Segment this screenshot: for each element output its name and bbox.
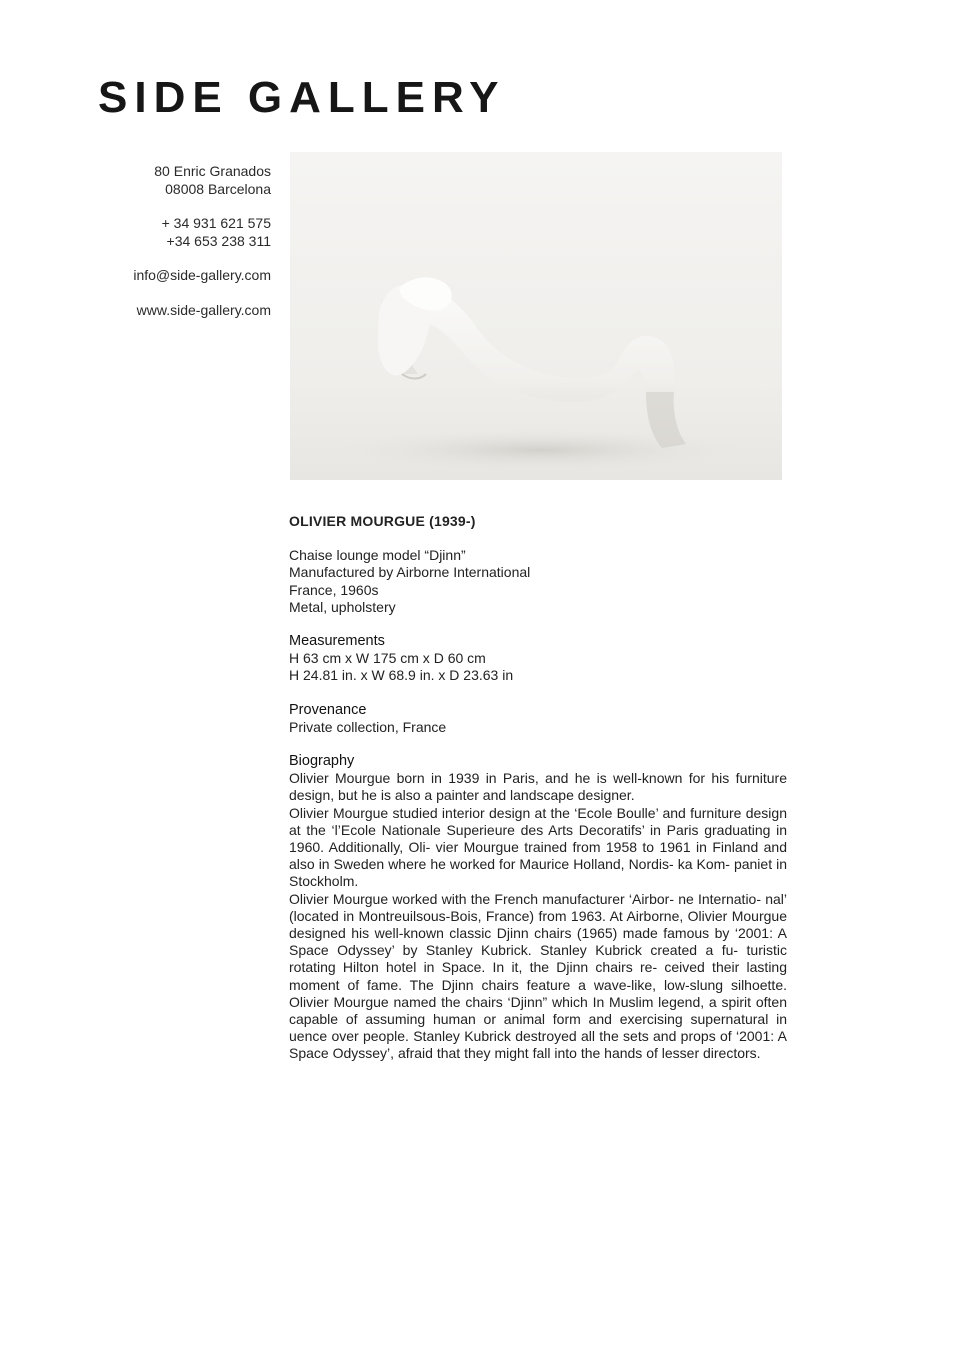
- contact-block: [80, 163, 271, 336]
- measurement-line: H 24.81 in. x W 68.9 in. x D 23.63 in: [289, 667, 514, 684]
- website-block: [80, 302, 271, 320]
- provenance-text: Private collection, France: [289, 718, 447, 735]
- phone-numbers: [80, 215, 271, 250]
- detail-line: Metal, upholstery: [289, 598, 396, 615]
- gallery-logo: SIDE GALLERY: [98, 73, 506, 122]
- biography-paragraph: Olivier Mourgue born in 1939 in Paris, and he is well-known for his furniture design, but he is also a painter and landscape designer.: [289, 770, 787, 804]
- website-link[interactable]: www.side-gallery.com: [136, 301, 271, 318]
- email-block: [80, 267, 271, 285]
- address: [80, 163, 271, 198]
- measurements-section: [289, 633, 787, 685]
- measurements-heading: Measurements: [289, 633, 385, 650]
- address-line: 80 Enric Granados: [154, 163, 271, 179]
- detail-line: France, 1960s: [289, 581, 379, 598]
- detail-line: Chaise lounge model “Djinn”: [289, 547, 466, 564]
- biography-paragraph: Olivier Mourgue worked with the French manufacturer ‘Airbor- ne Internatio- nal’ (located in Montreuilsous-Bois, France) from 1963. At Airborne, Olivier Mourgue designed his well-known classic Djinn chairs (1965) made famous by ‘2001: A Space Odyssey’ by Stanley Kubrick. Stanley Kubrick created a fu- turistic rotating Hilton hotel in Space. In it, the Djinn chairs re- ceived their lasting moment of fame. The Djinn chairs feature a wave-like, low-slung silhoette. Olivier Mourgue named the chairs ‘Djinn” which In Muslim legend, a spirit often capable of assuming human or animal form and exercising supernatural in uence over people. Stanley Kubrick destroyed all the sets and props of ‘2001: A Space Odyssey’, afraid that they might fall into the hands of lesser directors.: [289, 890, 787, 1062]
- detail-line: Manufactured by Airborne International: [289, 564, 531, 581]
- designer-name: OLIVIER MOURGUE (1939-): [289, 513, 476, 529]
- artwork-details: [289, 547, 787, 616]
- product-photo: [290, 152, 782, 480]
- chaise-lounge-illustration: [290, 152, 782, 480]
- measurement-line: H 63 cm x W 175 cm x D 60 cm: [289, 650, 486, 667]
- phone-number[interactable]: +34 653 238 311: [166, 232, 271, 249]
- biography-section: [289, 753, 787, 1063]
- address-line: 08008 Barcelona: [165, 180, 271, 197]
- provenance-heading: Provenance: [289, 701, 367, 718]
- biography-paragraph: Olivier Mourgue studied interior design at the ‘Ecole Boulle’ and furniture design at the ‘l’Ecole Nationale Superieure des Arts Decoratifs’ in Paris graduating in 1960. Additionally, Oli- vier Mourgue trained from 1958 to 1961 in Finland and also in Sweden where he worked for Maurice Holland, Nordis- ka Kom- paniet in Stockholm.: [289, 804, 787, 890]
- email-link[interactable]: info@side-gallery.com: [133, 267, 271, 283]
- biography-heading: Biography: [289, 753, 355, 770]
- phone-number[interactable]: + 34 931 621 575: [161, 215, 271, 231]
- provenance-section: [289, 702, 787, 736]
- artwork-info: [289, 513, 787, 1080]
